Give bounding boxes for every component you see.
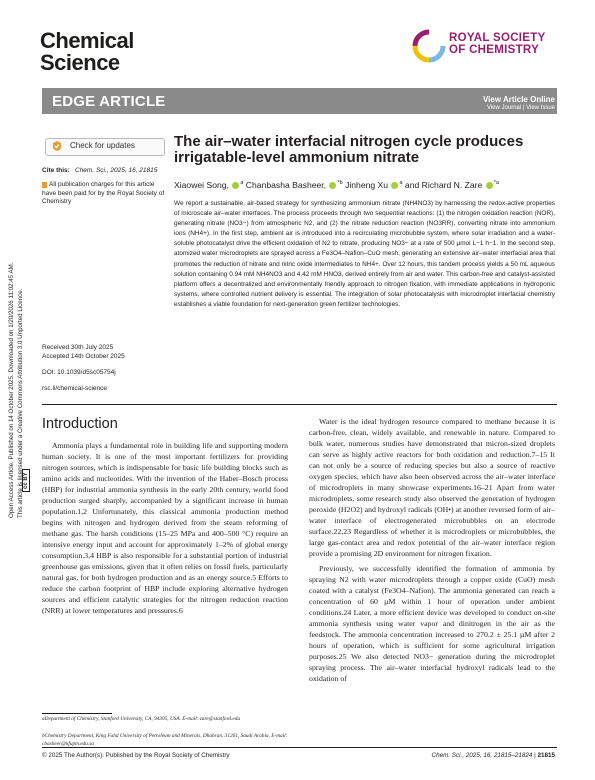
body-paragraph: Ammonia plays a fundamental role in building life and supporting modern human society. It is one of the most important fertilizers for providing nitrogen sources, which is indispensable for basic life building blocks such as amino acids and nucleotides. With the invention of the Haber–Bosch process (HBP) for industrial ammonia synthesis in the early 20th century, world food production surged sharply, accompanied by a significant increase in human population.1,2 Unfortunately, this classical ammonia production method begins with nitrogen and hydrogen derived from the steam reforming of methane gas. The harsh conditions (15–25 MPa and 400–500 °C) require an intensive energy input and account for approximately 1–2% of global energy consumption.3,4 HBP is also responsible for a substantial portion of industrial greenhouse gas emissions, given that it often relies on fossil fuels, particularly natural gas, for both hydrogen production and as an energy source.5 Efforts to reduce the carbon footprint of HBP include exploring alternative hydrogen sources and efficient catalytic strategies for the nitrogen reduction reaction (NRR) at lower temperatures and pressures.6 bbox=[42, 441, 288, 615]
left-column bbox=[42, 440, 288, 616]
section-divider bbox=[42, 404, 557, 405]
doi[interactable]: DOI: 10.1039/d5sc05754j bbox=[42, 369, 116, 376]
charges-note: All publication charges for this article have been paid for by the Royal Society of Chemistry bbox=[42, 181, 165, 205]
body-paragraph: Previously, we successfully identified the formation of ammonia by spraying N2 with water microdroplets through a copper oxide (CuO) mesh coated with a catalyst (Fe3O4–Nafion). The ammonia generated can reach a concentration of 60 µM within 1 hour of operation under ambient conditions.24 Later, a more efficient device was developed to conduct on-site ammonia synthesis using water vapor and dinitrogen in the air as the feedstock. The ammonia concentration increased to 270.2 ± 25.1 µM after 2 hours of operation, which is sufficient for some agricultural irrigation purposes.25 We also detected NO3− generation during the microdroplet spraying process. The air–water interfacial hydroxyl radicals lead to the oxidation of bbox=[309, 564, 555, 683]
abstract: We report a sustainable, air-based strategy for synthesizing ammonium nitrate (NH4NO3) by harnessing the redox-active properties of microscale air–water interfaces. The process proceeds through two sequential reactions: (1) the nitrogen oxidation reaction (NOR), generating nitrate (NO3−) from atmospheric N2, and (2) the nitrate reduction reaction (NO3RR), converting nitrate into ammonium ions (NH4+). In the first step, ambient air is introduced into a recirculating microbubble system, where solar irradiation and a water-soluble photocatalyst drive the efficient oxidation of N2 to nitrate, producing NO3− at a rate of 500 µmol L−1 h−1. In the second step, atomized water microdroplets are sprayed across a Fe3O4–Nafion–CuO mesh, generating an extensive air–water interfacial area that promotes the reduction of nitrate and nitric oxide intermediates to NH4+. Over 12 hours, this tandem process yields a 50 mL aqueous solution containing 0.94 mM NH4NO3 and 4.42 mM HNO3, derived entirely from air and water. This carbon-free and catalyst-assisted platform offers a decentralized and environmentally friendly approach to nitrogen fixation, with immediate applications in hydroponic systems, where controlled nutrient delivery is essential. The integration of solar photocatalysis with microdroplet interfacial chemistry establishes a viable foundation for next-generation green fertilizer technologies. bbox=[174, 200, 555, 308]
footer-journal-ref: Chem. Sci., 2025, 16, 21815–21824 bbox=[431, 752, 533, 759]
orcid-icon[interactable] bbox=[232, 182, 239, 189]
cite-label: Cite this: bbox=[42, 167, 70, 174]
author-affiliation: *a bbox=[493, 180, 499, 187]
journal-url[interactable]: rsc.li/chemical-science bbox=[42, 385, 108, 392]
author-name: Xiaowei Song, bbox=[174, 180, 229, 190]
footnote-b: bChemistry Department, King Fahd University of Petroleum and Minerals, Dhahran, 31261, Saudi Arabia. E-mail: cbasheer@kfupm.edu.sa bbox=[42, 733, 288, 747]
article-title: The air–water interfacial nitrogen cycle produces irrigatable-level ammonium nitrate bbox=[174, 133, 524, 166]
received-date: Received 30th July 2025 bbox=[42, 344, 114, 351]
journal-name bbox=[40, 30, 134, 74]
orcid-icon[interactable] bbox=[329, 182, 336, 189]
publisher-line1: ROYAL SOCIETY bbox=[449, 32, 546, 44]
author-name: Jinheng Xu bbox=[345, 180, 389, 190]
cite-reference: Chem. Sci., 2025, 16, 21815 bbox=[75, 167, 158, 174]
view-journal-issue-links[interactable]: View Journal | View Issue bbox=[486, 105, 555, 111]
author-name: Chanbasha Basheer, bbox=[245, 180, 327, 190]
author-affiliation: a bbox=[240, 180, 244, 187]
author-affiliation: a bbox=[399, 180, 403, 187]
footer-citation bbox=[432, 752, 555, 759]
accepted-date: Accepted 14th October 2025 bbox=[42, 353, 125, 360]
page-number: 21815 bbox=[537, 752, 555, 759]
check-for-updates-label[interactable]: Check for updates bbox=[70, 141, 135, 150]
license-text[interactable]: This article is licensed under a Creative Commons Attribution 3.0 Unported Licence. bbox=[17, 288, 24, 518]
footer-rule bbox=[42, 747, 557, 748]
journal-name-line1: Chemical bbox=[40, 28, 134, 53]
body-paragraph: Water is the ideal hydrogen resource compared to methane because it is carbon-free, clean, widely available, and renewable in nature. Compared to bulk water, numerous studies have demonstrated that micron-sized droplets can serve as highly active reactors for both oxidation and reduction.7–15 It can not only be a source of reducing species but also a source of reactive oxygen species, which have also been observed across the air–water interface of microdroplets in many showcase experiments.16–21 Apart from water microdroplets, some research study also observed the generation of hydrogen peroxide (H2O2) and hydroxyl radicals (OH•) at another reversed form of air–water interface of electrogenerated microbubbles on an electrode surface.22,23 Regardless of whether it is microdroplets or microbubbles, the large gas-contact area and redox potential of the air–water interface region provide a promising 2D environment for nitrogen fixation. bbox=[309, 417, 555, 558]
open-access-text: Open Access Article. Published on 14 October 2025. Downloaded on 1/20/2026 11:02:45 AM. bbox=[8, 262, 15, 518]
view-online-link[interactable]: View Article Online bbox=[482, 95, 555, 104]
article-type: EDGE ARTICLE bbox=[52, 93, 166, 110]
journal-name-line2: Science bbox=[40, 50, 120, 75]
cc-badge-text: cc BY bbox=[22, 469, 30, 492]
footnote-rule bbox=[42, 713, 112, 714]
cc-badge-icon bbox=[22, 472, 30, 500]
author-affiliation: *b bbox=[337, 180, 343, 187]
orcid-icon[interactable] bbox=[391, 182, 398, 189]
orcid-icon[interactable] bbox=[486, 182, 493, 189]
publisher-line2: OF CHEMISTRY bbox=[449, 44, 540, 56]
footer-separator: | bbox=[534, 752, 538, 759]
footnote-a: aDepartment of Chemistry, Stanford University, CA, 94305, USA. E-mail: zare@stanford.edu bbox=[42, 716, 241, 722]
introduction-heading: Introduction bbox=[42, 416, 118, 432]
publisher-name bbox=[449, 32, 546, 56]
copyright: © 2025 The Author(s). Published by the Royal Society of Chemistry bbox=[42, 752, 230, 759]
author-list bbox=[174, 180, 499, 190]
check-updates-icon bbox=[52, 141, 62, 151]
author-name: and Richard N. Zare bbox=[404, 180, 483, 190]
right-column bbox=[309, 416, 555, 684]
